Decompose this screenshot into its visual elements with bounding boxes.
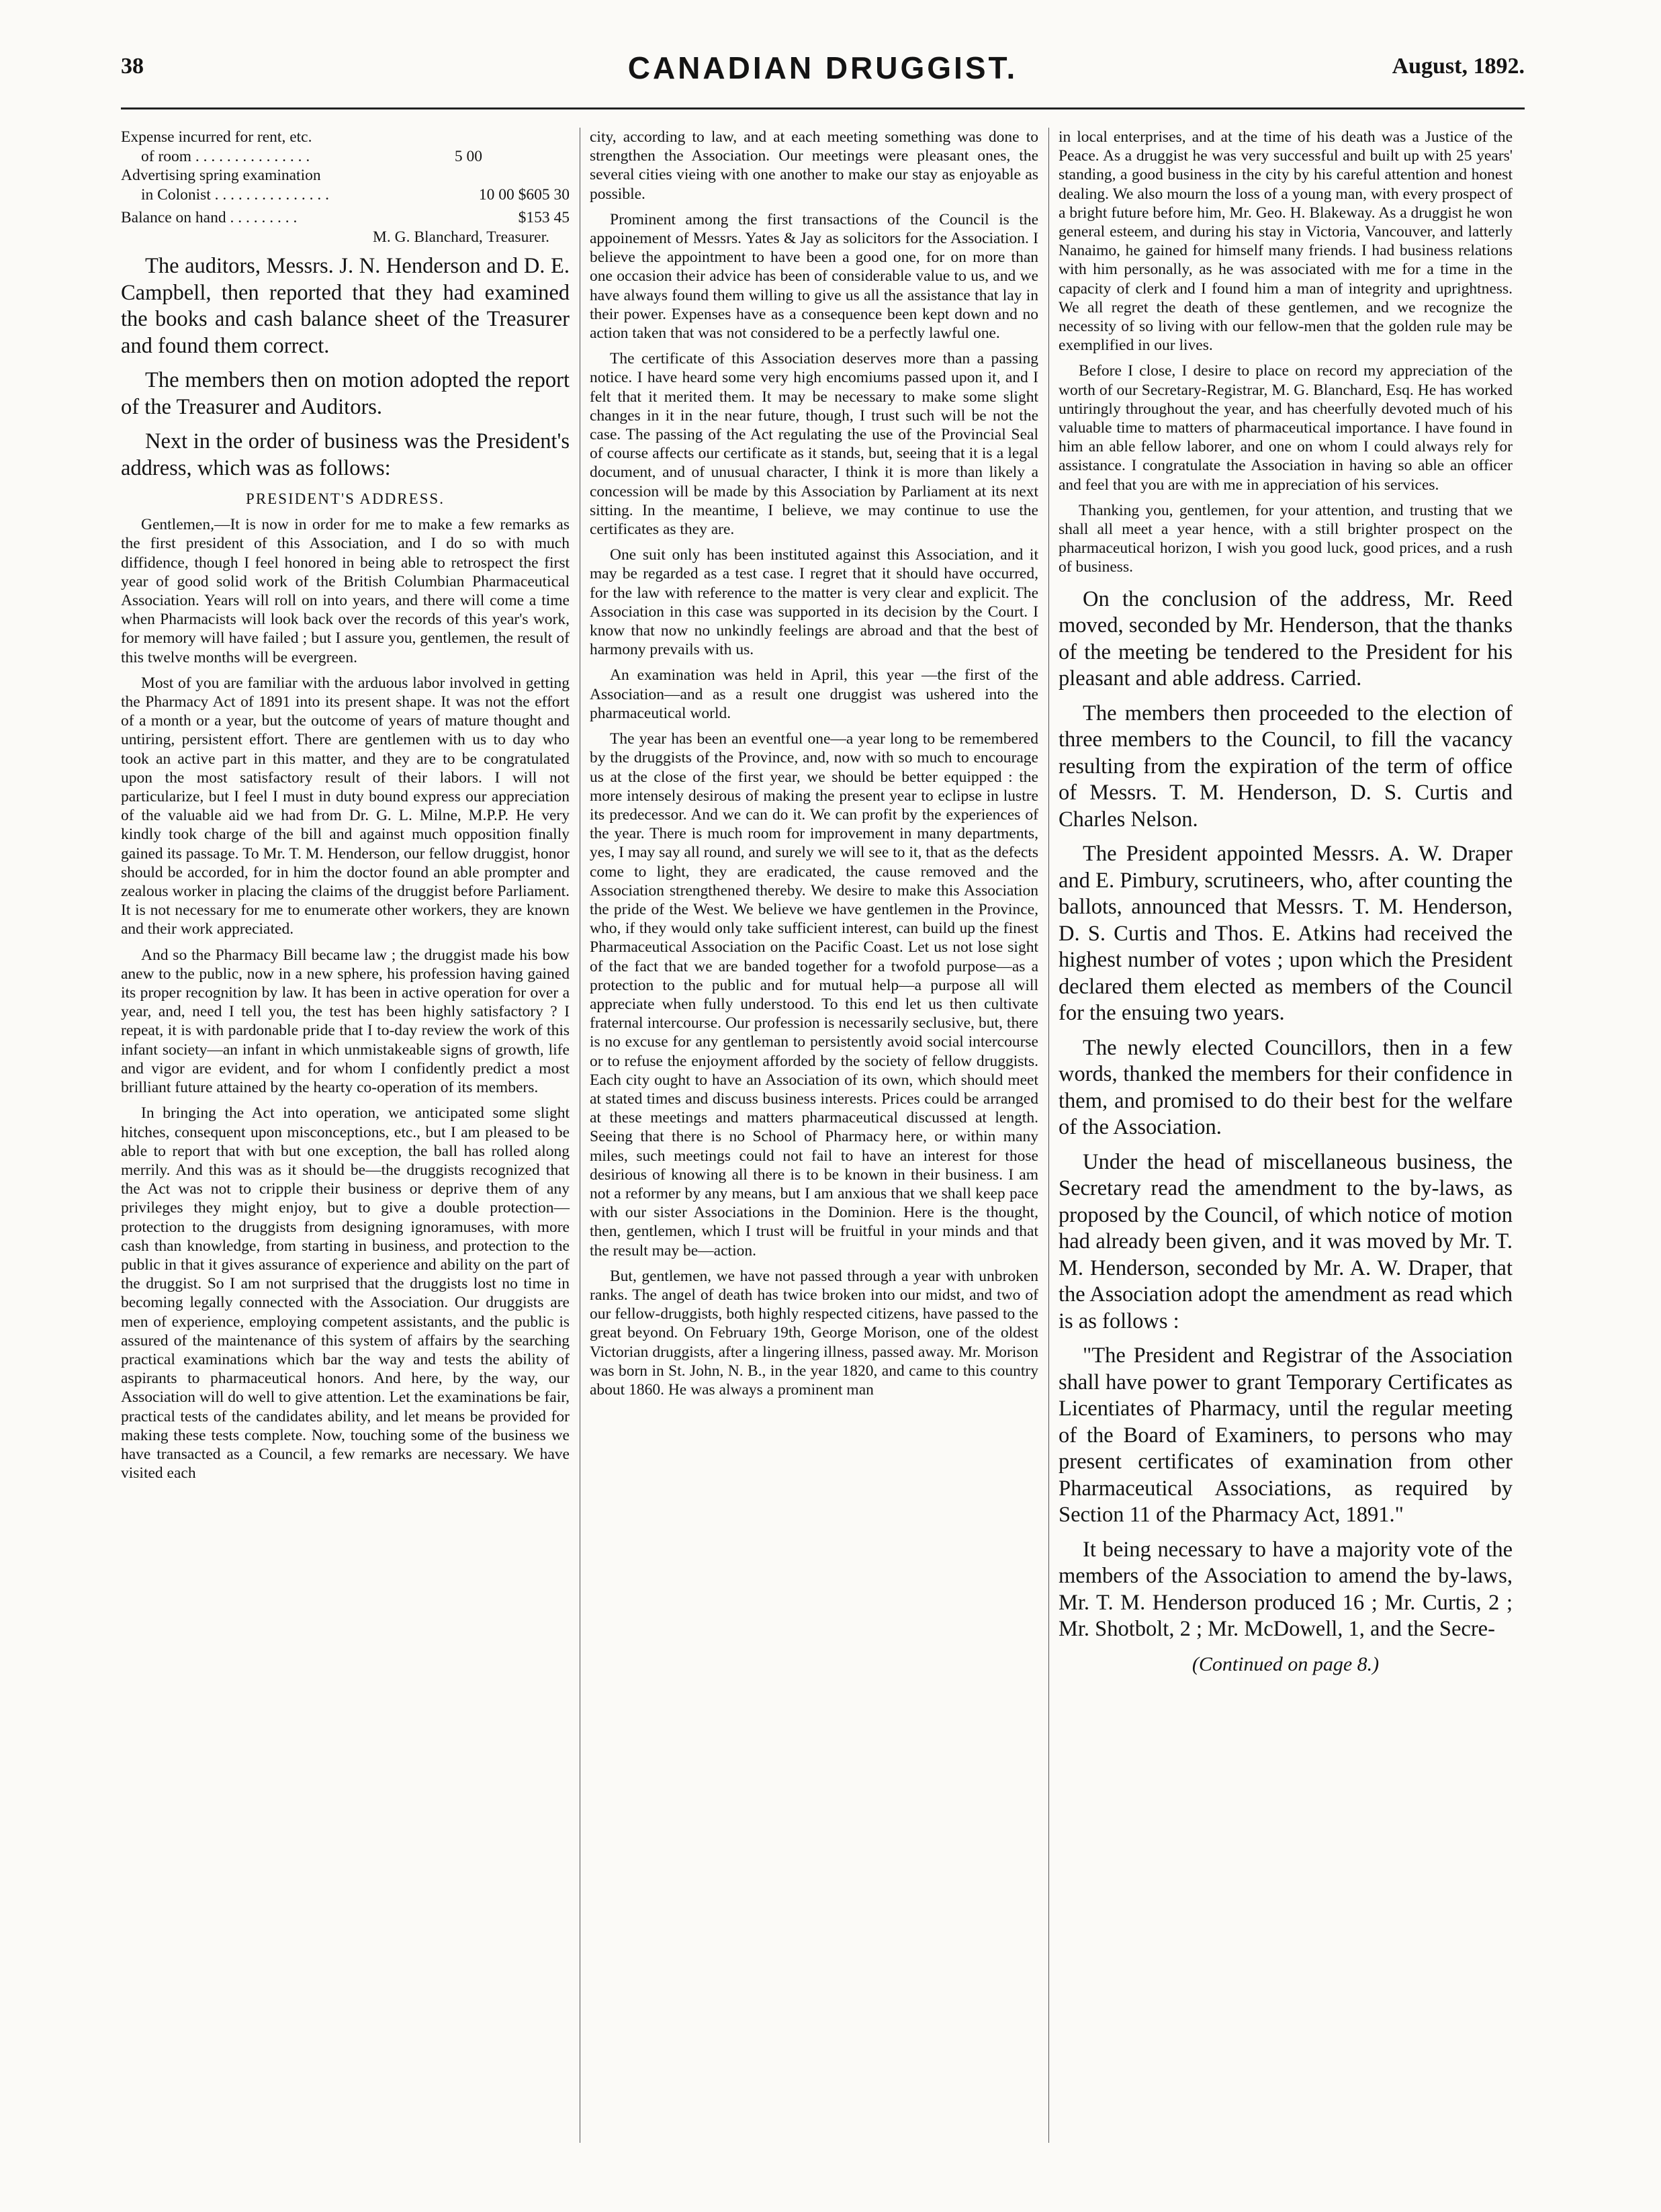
account-label: in Colonist . . . . . . . . . . . . . . . — [141, 185, 330, 204]
continued-notice: (Continued on page 8.) — [1192, 1652, 1380, 1675]
paragraph: But, gentlemen, we have not passed through a year with unbroken ranks. The angel of death has twice broken into our midst, and two of our fellow-druggists, both highly respected citizens, have passed to the great beyond. On February 19th, George Morison, one of the oldest Victorian druggists, after a lingering illness, passed away. Mr. Morison was born in St. John, N. B., in the year 1820, and came to this country about 1860. He was always a prominent man — [590, 1267, 1038, 1399]
paragraph: The auditors, Messrs. J. N. Henderson and D. E. Campbell, then reported that they had examined the books and cash balance sheet of the Treasurer and found them correct. — [121, 254, 570, 358]
paragraph: In bringing the Act into operation, we anticipated some slight hitches, consequent upon misconceptions, etc., but I am pleased to be able to report that with but one exception, the ball has rolled along merrily. And this was as it should be—the druggists recognized that the Act was not to cripple their business or deprive them of any privileges they might enjoy, but to give a double protection—protection to the druggists from designing ignoramuses, with more cash than knowledge, from starting in business, and protection to the public in that it gives assurance of experience and ability on the part of the druggist. So I am not surprised that the druggists lost no time in becoming legally connected with the Association. Our druggists are men of experience, employing competent assistants, and the public is assured of the maintenance of this system of affairs by the searching practical examinations which bar the way and tests the ability of aspirants to pharmaceutical honors. And here, by the way, our Association will do well to give attention. Let the examinations be fair, practical tests of the candidates ability, and let means be provided for making these tests complete. Now, touching some of the business we have transacted as a Council, a few remarks are necessary. We have visited each — [121, 1104, 570, 1483]
paragraph: On the conclusion of the address, Mr. Reed moved, seconded by Mr. Henderson, that the thanks of the meeting be tendered to the President for his pleasant and able address. Carried. — [1059, 586, 1513, 691]
balance-line — [121, 208, 570, 228]
paragraph: The newly elected Councillors, then in a few words, thanked the members for their confidence in them, and promised to do their best for the welfare of the Association. — [1059, 1035, 1513, 1140]
account-amount: 5 00 — [454, 147, 482, 165]
paragraph: city, according to law, and at each meeting something was done to strengthen the Association. Our meetings were pleasant ones, the several cities vieing with one another to make our stay as enjoyable as possible. — [590, 128, 1038, 203]
paragraph: The members then proceeded to the election of three members to the Council, to fill the vacancy resulting from the expiration of the term of office of Messrs. T. M. Henderson, D. S. Curtis and Charles Nelson. — [1059, 701, 1513, 832]
paragraph: An examination was held in April, this year —the first of the Association—and as a result one druggist was ushered into the pharmaceutical world. — [590, 666, 1038, 722]
page-header — [121, 50, 1525, 94]
paragraph: The President appointed Messrs. A. W. Draper and E. Pimbury, scrutineers, who, after counting the ballots, announced that Messrs. T. M. Henderson, D. S. Curtis and Thos. E. Atkins had received the highest number of votes ; upon which the President declared them elected as members of the Council for the ensuing two years. — [1059, 842, 1513, 1026]
page-number: 38 — [121, 54, 144, 79]
paragraph: Under the head of miscellaneous business, the Secretary read the amendment to the by-laws, as proposed by the Council, of which notice of motion had already been given, and it was moved by Mr. T. M. Henderson, seconded by Mr. A. W. Draper, that the Association adopt the amendment as read which is as follows : — [1059, 1149, 1513, 1333]
treasurer-account — [121, 128, 570, 247]
treasurer-signature: M. G. Blanchard, Treasurer. — [372, 228, 549, 246]
section-title: PRESIDENT'S ADDRESS. — [246, 490, 445, 507]
paragraph: One suit only has been instituted against this Association, and it may be regarded as a test case. I regret that it should have occurred, for the law with reference to the matter is very clear and explicit. The Association in this case was supported in its decision by the Court. I know that now no unkindly feelings are abroad and that the best of harmony prevails with us. — [590, 546, 1038, 659]
account-line: Advertising spring examination — [121, 167, 321, 184]
account-line: Expense incurred for rent, etc. — [121, 128, 312, 146]
balance-amount: $153 45 — [518, 209, 570, 226]
account-line — [121, 147, 570, 167]
paragraph: The members then on motion adopted the report of the Treasurer and Auditors. — [121, 368, 570, 419]
issue-date: August, 1892. — [1392, 54, 1525, 79]
paragraph: The year has been an eventful one—a year long to be remembered by the druggists of the Province, and, now with so much to encourage us at the close of the first year, we should be better equipped : the more intensely desirous of making the present year to eclipse in lustre its predecessor. And we can do it. We can profit by the experiences of the year. There is much room for improvement in many departments, yes, I may say all round, and surely we will see to it, that as the defects come to light, they are eradicated, the cause removed and the Association strengthened thereby. We desire to make this Association the pride of the West. We believe we have gentlemen in the Province, who, if they would only take sufficient interest, can build up the finest Pharmaceutical Association on the Pacific Coast. Let us not lose sight of the fact that we are banded together for a twofold purpose—as a protection to the public and for mutual help—a purpose all will appreciate when fully understood. To this end let us then cultivate fraternal intercourse. Our profession is necessarily seclusive, but, there is no excuse for any gentleman to persistently avoid social intercourse or to refuse the enjoyment afforded by the society of fellow druggists. Each city ought to have an Association of its own, which should meet at stated times and discuss business interests. Prices could be arranged at these meetings and matters pharmaceutical discussed at length. Seeing that there is no School of Pharmacy here, or within many miles, such meetings could not fail to have an interest for those desirious of knowing all there is to be known in their business. I am not a reformer by any means, but I am anxious that we shall keep pace with our sister Associations in the Dominion. Here is the thought, then, gentlemen, which I trust will be fruitful in your minds and that the result may be—action. — [590, 730, 1038, 1259]
meeting-proceedings — [1059, 586, 1513, 1678]
paragraph: And so the Pharmacy Bill became law ; the druggist made his bow anew to the public, now in a new sphere, his profession having gained its proper recognition by law. It has been in active operation for over a year, and, need I tell you, the test has been highly satisfactory ? I repeat, it is with pardonable pride that I to-day review the work of this infant society—an infant in which unmistakeable signs of growth, life and vigor are evident, and for whom I confidently predict a most brilliant future attained by the hearty co-operation of its members. — [121, 946, 570, 1097]
balance-label: Balance on hand . . . . . . . . . — [121, 209, 298, 226]
paragraph: in local enterprises, and at the time of his death was a Justice of the Peace. As a druggist he was very successful and built up with 25 years' standing, a good business in the city by his careful attention and honest dealing. We also mourn the loss of a young man, with every prospect of a bright future before him, Mr. Geo. H. Blakeway. As a druggist he won general esteem, and during his stay in Victoria, Vancouver, and latterly Nanaimo, he gained for himself many friends. I had business relations with him personally, as he was associated with me for a time in the capacity of clerk and I found him a man of integrity and uprightness. We all regret the death of these gentlemen, and we recognize the necessity of so living with our fellow-men that the golden rule may be exemplified in our lives. — [1059, 128, 1513, 355]
column-3 — [1059, 128, 1513, 1677]
journal-title: CANADIAN DRUGGIST. — [627, 50, 1018, 85]
address-body — [121, 490, 570, 1483]
account-amount: 10 00 $605 30 — [478, 185, 570, 204]
paragraph: Gentlemen,—It is now in order for me to make a few remarks as the first president of this Association, and I do so with much diffidence, though I feel honored in being able to retrospect the first year of good solid work of the British Columbian Pharmaceutical Association. Years will roll on into years, and there will come a time when Pharmacists will look back over the records of this year's work, for memory will have failed ; but I assure you, gentlemen, the result of this twelve months will be evergreen. — [121, 516, 570, 666]
bylaw-amendment-quote: "The President and Registrar of the Association shall have power to grant Temporary Certificates as Licentiates of Pharmacy, until the regular meeting of the Board of Examiners, to persons who may present certificates of examination from other Pharmaceutical Associations, as required by Section 11 of the Pharmacy Act, 1891." — [1059, 1343, 1513, 1528]
paragraph: Next in the order of business was the President's address, which was as follows: — [121, 429, 570, 480]
account-label: of room . . . . . . . . . . . . . . . — [141, 147, 310, 165]
column-2 — [590, 128, 1038, 1406]
paragraph: It being necessary to have a majority vote of the members of the Association to amend the by-laws, Mr. T. M. Henderson produced 16 ; Mr. Curtis, 2 ; Mr. Shotbolt, 2 ; Mr. McDowell, 1, and the Secre- — [1059, 1537, 1513, 1642]
paragraph: Before I close, I desire to place on record my appreciation of the worth of our Secretary-Registrar, M. G. Blanchard, Esq. He has worked untiringly throughout the year, and has cheerfully devoted much of his valuable time to matters of pharmaceutical importance. I have found in him an able fellow laborer, and one on whom I could always rely for assistance. I congratulate the Association in having so able an officer and feel that you are with me in appreciation of his services. — [1059, 362, 1513, 494]
column-divider — [1048, 128, 1049, 2143]
paragraph: Most of you are familiar with the arduous labor involved in getting the Pharmacy Act of 1891 into its present shape. It was not the effort of a month or a year, but the outcome of years of mature thought and untiring, persistent effort. There are gentlemen with us to day who took an active part in this matter, and they are to be congratulated upon the most satisfactory result of their labors. I will not particularize, but I feel I must in duty bound express our appreciation of the valuable aid we had from Dr. G. L. Milne, M.P.P. He very kindly took charge of the bill and against much opposition finally gained its passage. To Mr. T. M. Henderson, our fellow druggist, honor should be accorded, for in him the doctor found an able prompter and zealous worker in placing the claims of the druggist before Parliament. It is not necessary for me to enumerate other workers, they are known and their work appreciated. — [121, 674, 570, 938]
column-1 — [121, 128, 570, 1489]
paragraph: Prominent among the first transactions of the Council is the appoinement of Messrs. Yates & Jay as solicitors for the Association. I believe the appointment to have been a good one, for on more than one occasion their advice has been of considerable value to us, and we have always found them willing to give us all the assistance that lay in their power. Expenses have as a consequence been kept down and no action taken that was not considered to be a perfectly lawful one. — [590, 210, 1038, 343]
address-conclusion — [1059, 128, 1513, 577]
paragraph: The certificate of this Association deserves more than a passing notice. I have heard some very high encomiums passed upon it, and I felt that it merited them. It may be necessary to make some slight changes in it in the near future, though, I trust such will be not the case. The passing of the Act regulating the use of the Provincial Seal of course affects our certificate as it stands, but, seeing that it is a legal document, and of unusual character, I think it is more than likely a concession will be made by this Association by Parliament at its next sitting. In the meantime, I believe, we may continue to use the certificates as they are. — [590, 350, 1038, 539]
header-rule — [121, 107, 1525, 109]
auditor-report — [121, 253, 570, 482]
account-line — [121, 185, 570, 205]
paragraph: Thanking you, gentlemen, for your attention, and trusting that we shall all meet a year hence, with a still brighter prospect on the pharmaceutical horizon, I wish you good luck, good prices, and a rush of business. — [1059, 501, 1513, 576]
